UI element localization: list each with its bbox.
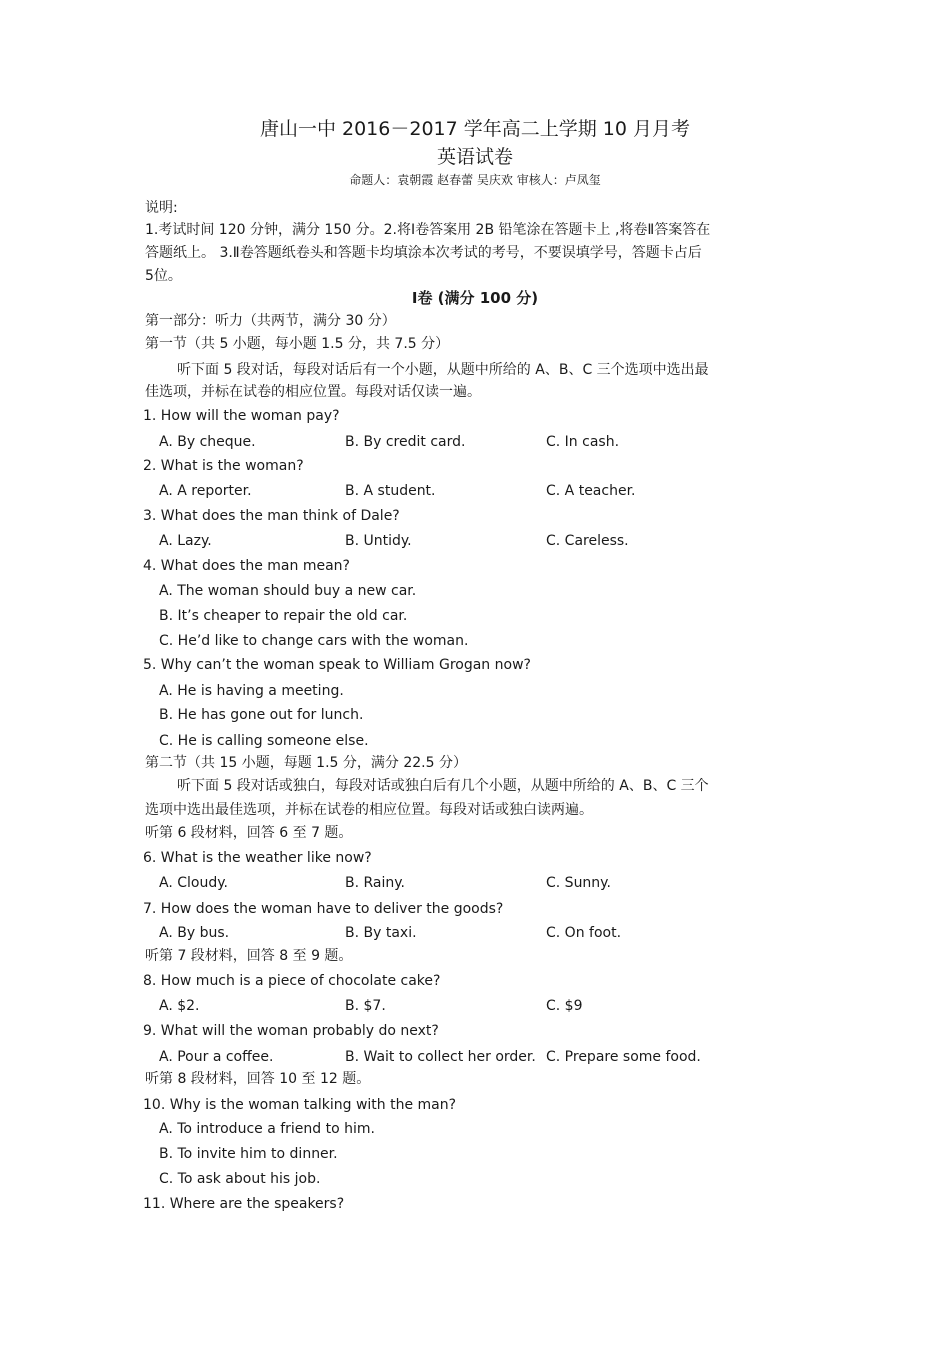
- option-b: B. Rainy.: [345, 875, 406, 891]
- option-b: B. Untidy.: [345, 533, 412, 549]
- option-a: A. By bus.: [159, 925, 230, 941]
- option-b: B. A student.: [345, 483, 436, 499]
- section-one-directions-1: 听下面 5 段对话，每段对话后有一个小题，从题中所给的 A、B、C 三个选项中选出最: [177, 362, 709, 378]
- question-stem: 1. How will the woman pay?: [143, 408, 340, 424]
- instructions-line-2: 答题纸上。 3.Ⅱ卷答题纸卷头和答题卡均填涂本次考试的考号，不要误填学号，答题卡占后: [145, 245, 702, 261]
- option-b: B. By taxi.: [345, 925, 417, 941]
- option-c: C. $9: [546, 998, 583, 1014]
- exam-subtitle: 英语试卷: [436, 146, 513, 168]
- option-b: B. By credit card.: [345, 434, 466, 450]
- question-stem: 9. What will the woman probably do next?: [143, 1023, 439, 1039]
- instructions-label: 说明:: [145, 200, 178, 216]
- question-stem: 11. Where are the speakers?: [143, 1196, 345, 1212]
- section-two-directions-1: 听下面 5 段对话或独白，每段对话或独白后有几个小题，从题中所给的 A、B、C 三个: [177, 778, 709, 794]
- option-c: C. Careless.: [546, 533, 629, 549]
- question-stem: 10. Why is the woman talking with the man?: [143, 1097, 457, 1113]
- question-stem: 3. What does the man think of Dale?: [143, 508, 400, 524]
- exam-title: 唐山一中 2016－2017 学年高二上学期 10 月月考: [259, 118, 691, 140]
- part-one-heading: Ⅰ卷 (满分 100 分): [411, 289, 539, 307]
- instructions-line-3: 5位。: [145, 268, 182, 284]
- option-b: B. To invite him to dinner.: [159, 1146, 338, 1162]
- option-a: A. By cheque.: [159, 434, 256, 450]
- authors-line: 命题人：袁朝霞 赵春蕾 吴庆欢 审核人：卢凤玺: [349, 173, 601, 187]
- listening-section-title: 第一部分：听力（共两节，满分 30 分）: [145, 313, 396, 329]
- question-stem: 4. What does the man mean?: [143, 558, 350, 574]
- option-c: C. A teacher.: [546, 483, 636, 499]
- option-c: C. He is calling someone else.: [159, 733, 369, 749]
- material-7-instruction: 听第 7 段材料，回答 8 至 9 题。: [145, 948, 353, 964]
- question-stem: 7. How does the woman have to deliver the goods?: [143, 901, 504, 917]
- question-stem: 6. What is the weather like now?: [143, 850, 372, 866]
- option-b: B. Wait to collect her order.: [345, 1049, 536, 1065]
- question-stem: 8. How much is a piece of chocolate cake?: [143, 973, 441, 989]
- option-a: A. To introduce a friend to him.: [159, 1121, 375, 1137]
- option-c: C. To ask about his job.: [159, 1171, 321, 1187]
- section-one-directions-2: 佳选项，并标在试卷的相应位置。每段对话仅读一遍。: [145, 384, 481, 400]
- section-one-title: 第一节（共 5 小题，每小题 1.5 分，共 7.5 分）: [145, 336, 450, 352]
- option-b: B. He has gone out for lunch.: [159, 707, 364, 723]
- question-stem: 5. Why can’t the woman speak to William Grogan now?: [143, 657, 531, 673]
- section-two-directions-2: 选项中选出最佳选项，并标在试卷的相应位置。每段对话或独白读两遍。: [145, 802, 593, 818]
- instructions-line-1: 1.考试时间 120 分钟，满分 150 分。2.将Ⅰ卷答案用 2B 铅笔涂在答题卡上 ,将卷Ⅱ答案答在: [145, 222, 711, 238]
- material-8-instruction: 听第 8 段材料，回答 10 至 12 题。: [145, 1071, 371, 1087]
- option-a: A. Lazy.: [159, 533, 212, 549]
- option-c: C. In cash.: [546, 434, 620, 450]
- option-c: C. On foot.: [546, 925, 622, 941]
- option-c: C. Prepare some food.: [546, 1049, 701, 1065]
- option-b: B. It’s cheaper to repair the old car.: [159, 608, 408, 624]
- option-b: B. $7.: [345, 998, 386, 1014]
- option-a: A. He is having a meeting.: [159, 683, 344, 699]
- option-a: A. Pour a coffee.: [159, 1049, 274, 1065]
- option-a: A. Cloudy.: [159, 875, 228, 891]
- option-a: A. A reporter.: [159, 483, 252, 499]
- option-a: A. $2.: [159, 998, 200, 1014]
- option-a: A. The woman should buy a new car.: [159, 583, 417, 599]
- option-c: C. He’d like to change cars with the woman.: [159, 633, 469, 649]
- material-6-instruction: 听第 6 段材料，回答 6 至 7 题。: [145, 825, 353, 841]
- section-two-title: 第二节（共 15 小题，每题 1.5 分，满分 22.5 分）: [145, 755, 467, 771]
- question-stem: 2. What is the woman?: [143, 458, 304, 474]
- option-c: C. Sunny.: [546, 875, 611, 891]
